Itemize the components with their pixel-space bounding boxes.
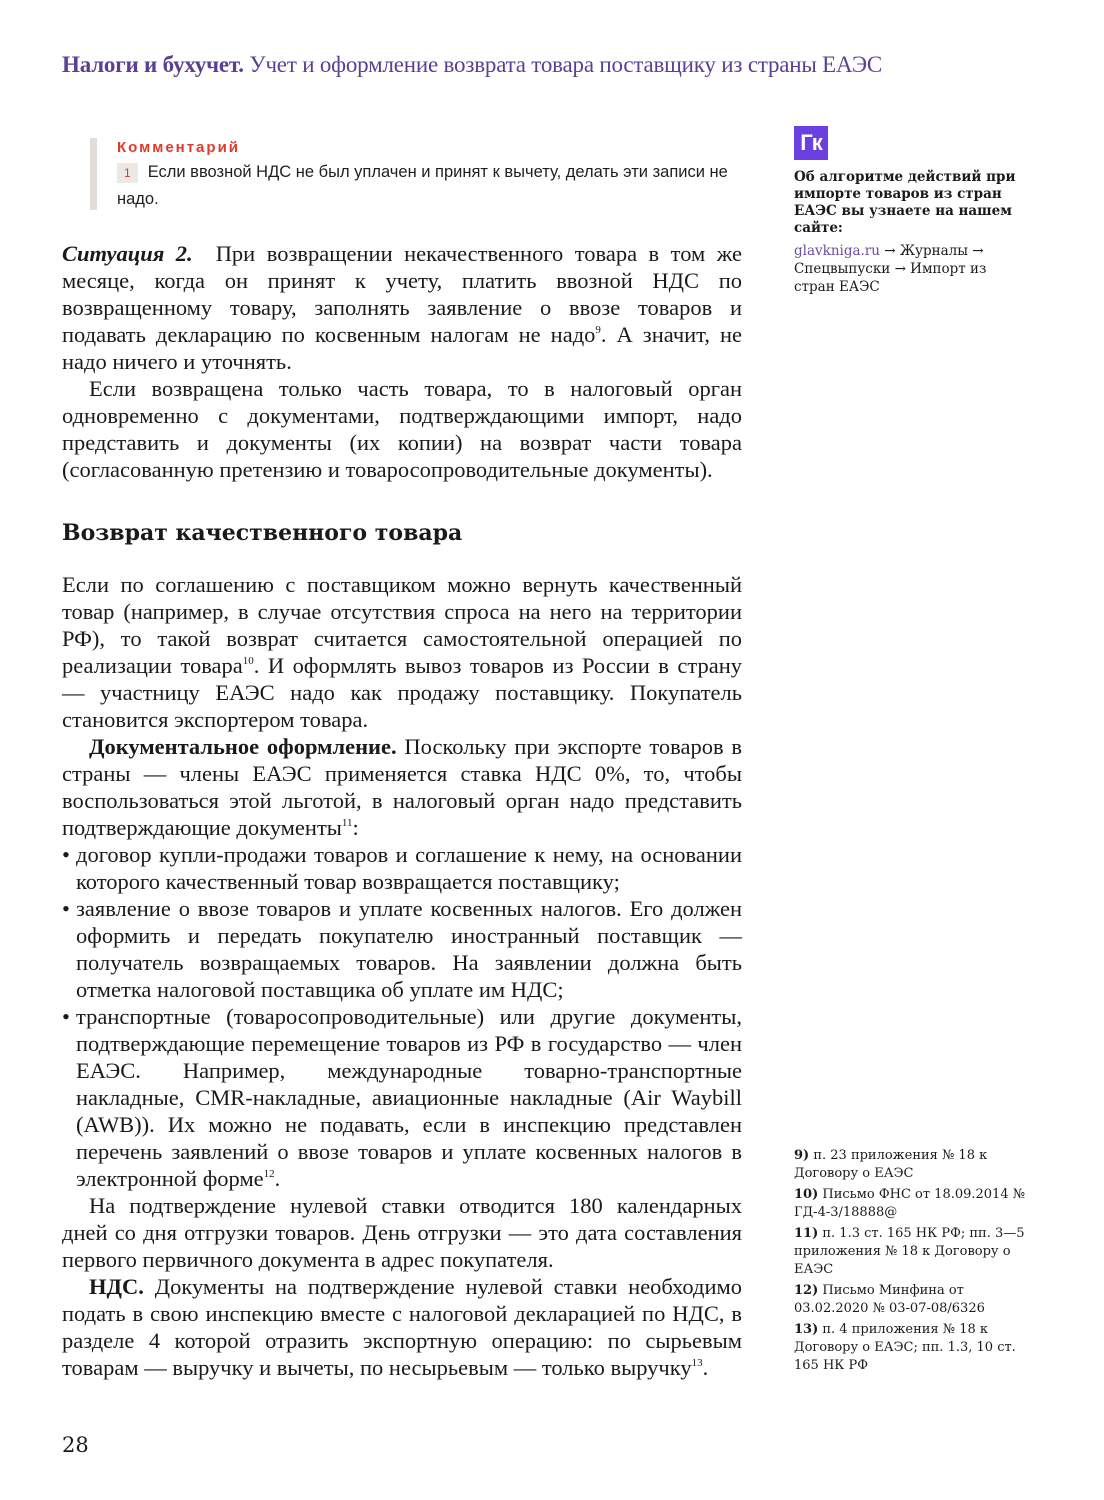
list-item xyxy=(62,1003,742,1192)
docs-paragraph xyxy=(62,733,742,841)
footnote-ref-11[interactable]: 11 xyxy=(341,817,353,829)
sidebar-path xyxy=(794,242,1024,296)
section-title: Возврат качественного товара xyxy=(62,520,463,546)
list-item-text-end: . xyxy=(274,1166,281,1191)
footnotes xyxy=(794,1147,1034,1378)
footnote-text: Письмо Минфина от 03.02.2020 № 03-07-08/6326 xyxy=(794,1283,985,1316)
vat-text-end: . xyxy=(702,1355,709,1380)
vat-text: Документы на подтверждение нулевой ставки необходимо подать в свою инспекцию вместе с налоговой декларацией по НДС, в разделе 4 которой отразить экспортную операцию: по сырьевым товарам — выручку и вычеты, по несырьевым — только выручку xyxy=(62,1274,742,1380)
footnote-11 xyxy=(794,1225,1034,1279)
footnote-number: 9) xyxy=(794,1148,810,1163)
running-head-title: Учет и оформление возврата товара поставщику из страны ЕАЭС xyxy=(249,52,882,77)
comment-text xyxy=(117,159,757,213)
site-path: → Журналы → Спецвыпуски → Импорт из стран ЕАЭС xyxy=(794,243,987,295)
footnote-12 xyxy=(794,1282,1034,1318)
main-column xyxy=(62,240,742,1381)
glavkniga-logo-icon: Гк xyxy=(794,126,828,160)
page-number: 28 xyxy=(62,1433,89,1457)
footnote-number: 12) xyxy=(794,1283,819,1298)
footnote-text: п. 4 приложения № 18 к Договору о ЕАЭС; пп. 1.3, 10 ст. 165 НК РФ xyxy=(794,1322,1016,1373)
situation-label: Ситуация 2. xyxy=(62,241,193,266)
quality-intro-text: Если по соглашению с поставщиком можно вернуть качественный товар (например, в случае отсутствия спроса на него на территории РФ), то такой возврат считается самостоятельной операцией по реализации товара xyxy=(62,572,742,678)
footnote-ref-13[interactable]: 13 xyxy=(691,1357,703,1369)
comment-box xyxy=(90,138,757,210)
comment-body: Если ввозной НДС не был уплачен и принят к вычету, делать эти записи не надо. xyxy=(117,163,728,208)
list-item-text: договор купли-продажи товаров и соглашение к нему, на основании которого качественный товар возвращается поставщику; xyxy=(76,842,742,894)
vat-paragraph xyxy=(62,1273,742,1381)
site-link[interactable]: glavkniga.ru xyxy=(794,243,880,259)
situation-2-paragraph xyxy=(62,240,742,375)
documents-list xyxy=(62,841,742,1192)
footnote-text: п. 1.3 ст. 165 НК РФ; пп. 3—5 приложения № 18 к Договору о ЕАЭС xyxy=(794,1226,1025,1277)
footnote-ref-12[interactable]: 12 xyxy=(263,1168,275,1180)
footnote-10 xyxy=(794,1186,1034,1222)
docs-text: Поскольку при экспорте товаров в страны — члены ЕАЭС применяется ставка НДС 0%, то, чтобы воспользоваться этой льготой, в налоговый орган надо представить подтверждающие документы xyxy=(62,734,742,840)
docs-label: Документальное оформление. xyxy=(89,734,397,759)
footnote-number: 11) xyxy=(794,1226,819,1241)
footnote-number: 13) xyxy=(794,1322,819,1337)
comment-number-badge: 1 xyxy=(117,163,138,183)
footnote-9 xyxy=(794,1147,1034,1183)
partial-return-paragraph: Если возвращена только часть товара, то в налоговый орган одновременно с документами, подтверждающими импорт, надо представить и документы (их копии) на возврат части товара (согласованную претензию и товаросопроводительные документы). xyxy=(62,376,742,482)
comment-title: Комментарий xyxy=(117,139,241,156)
docs-text-end: : xyxy=(352,815,359,840)
situation-text-end: . А значит, не надо ничего и уточнять. xyxy=(62,322,742,374)
quality-intro-paragraph xyxy=(62,571,742,733)
footnote-13 xyxy=(794,1321,1034,1375)
running-head-section: Налоги и бухучет. xyxy=(62,52,244,77)
footnote-ref-9[interactable]: 9 xyxy=(595,324,601,336)
footnote-text: Письмо ФНС от 18.09.2014 № ГД-4-3/18888@ xyxy=(794,1187,1026,1220)
sidebar-title: Об алгоритме действий при импорте товаров из стран ЕАЭС вы узнаете на нашем сайте: xyxy=(794,169,1016,236)
footnote-number: 10) xyxy=(794,1187,819,1202)
zero-rate-paragraph: На подтверждение нулевой ставки отводится 180 календарных дней со дня отгрузки товаров. День отгрузки — это дата составления первого первичного документа в адрес покупателя. xyxy=(62,1193,742,1272)
vat-label: НДС. xyxy=(89,1274,144,1299)
list-item-text: заявление о ввозе товаров и уплате косвенных налогов. Его должен оформить и передать покупателю иностранный поставщик — получатель возвращаемых товаров. На заявлении должна быть отметка налоговой поставщика об уплате им НДС; xyxy=(76,896,742,1002)
situation-text: При возвращении некачественного товара в том же месяце, когда он принят к учету, платить ввозной НДС по возвращенному товару, заполнять заявление о ввозе товаров и подавать декларацию по косвенным налогам не надо xyxy=(62,241,742,347)
footnote-text: п. 23 приложения № 18 к Договору о ЕАЭС xyxy=(794,1148,988,1181)
list-item xyxy=(62,841,742,895)
quality-intro-text-end: . И оформлять вывоз товаров из России в страну — участницу ЕАЭС надо как продажу поставщику. Покупатель становится экспортером товара. xyxy=(62,653,742,732)
list-item-text: транспортные (товаросопроводительные) или другие документы, подтверждающие перемещение товаров из РФ в государство — член ЕАЭС. Например, международные товарно-транспортные накладные, CMR-накладные, авиационные накладные (Air Waybill (AWB)). Их можно не подавать, если в инспекцию представлен перечень заявлений о ввозе товаров и уплате косвенных налогов в электронной форме xyxy=(76,1004,742,1191)
sidebar-note xyxy=(794,126,1024,296)
running-head xyxy=(62,52,882,78)
footnote-ref-10[interactable]: 10 xyxy=(242,655,254,667)
list-item xyxy=(62,895,742,1003)
